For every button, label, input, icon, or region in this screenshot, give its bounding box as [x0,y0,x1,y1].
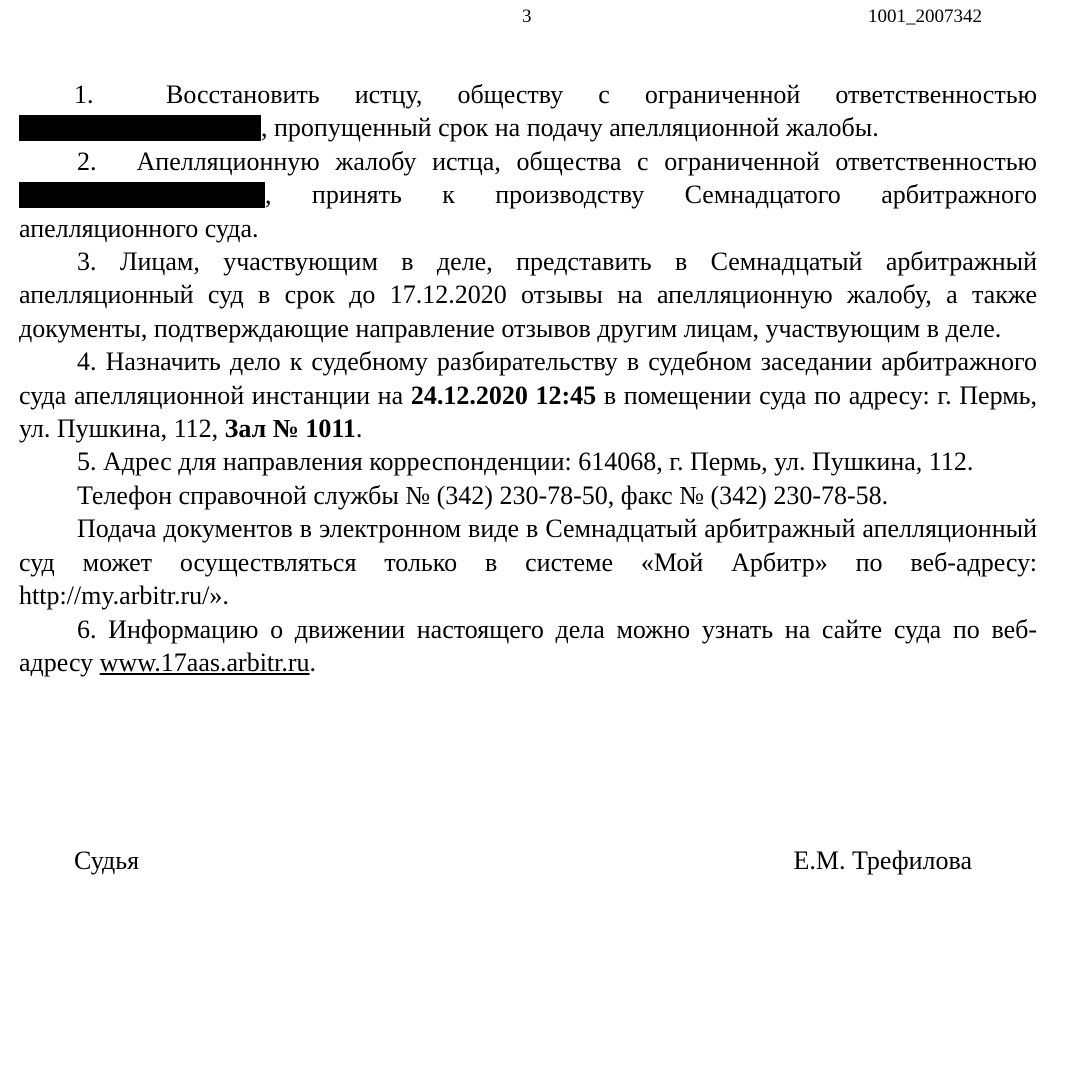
item-3: 3. Лицам, участвующим в деле, представить в Семнадцатый арбитражный апелляционный суд в срок до 17.12.2020 отзывы на апелляционную жалобу, а также документы, подтверждающие направление отзывов другим лицам, участвующим в деле. [19,247,1037,343]
judge-name: Е.М. Трефилова [793,846,972,875]
item-2-text-end: , принять к производству Семнадцатого арбитражного апелляционного суда. [19,180,1037,243]
item-4 [19,345,1037,445]
phone-info: Телефон справочной службы № (342) 230-78-50, факс № (342) 230-78-58. [77,480,889,510]
document-id: 1001_2007342 [868,6,982,27]
item-6 [19,613,1037,680]
hearing-hall: Зал № 1011 [224,414,356,444]
item-2 [19,145,1037,245]
efiling-info: Подача документов в электронном виде в Семнадцатый арбитражный апелляционный суд может осуществляться только в системе «Мой Арбитр» по веб-адресу: http://my.arbitr.ru/». [19,514,1037,611]
item-1-text-start: Восстановить истцу, обществу с ограниченной ответственностью [166,80,1037,109]
item-6-text: 6. Информацию о движении настоящего дела можно узнать на сайте суда по веб-адресу [19,614,1037,677]
page-number: 3 [522,6,532,27]
ruling-text [19,78,1037,679]
court-website-link[interactable]: www.17aas.arbitr.ru [99,647,310,677]
item-4-text-end: . [355,414,363,444]
judge-title: Судья [74,846,140,875]
item-2-number: 2. [77,146,97,176]
item-1-text-end: , пропущенный срок на подачу апелляционной жалобы. [261,113,879,143]
redaction-block [19,115,261,141]
item-2-text-start: Апелляционную жалобу истца, общества с ограниченной ответственностью [136,146,1037,176]
signature-block [74,846,972,876]
item-4-text-middle: в помещении суда по адресу: г. Пермь, ул. Пушкина, 112, [19,380,1038,444]
item-6-tail: . [309,647,317,677]
item-1-number: 1. [74,80,94,109]
hearing-datetime: 24.12.2020 12:45 [410,380,597,410]
item-1 [19,78,1037,145]
item-5: 5. Адрес для направления корреспонденции: 614068, г. Пермь, ул. Пушкина, 112. [77,447,974,477]
item-4-text-start: 4. Назначить дело к судебному разбирательству в судебном заседании арбитражного суда апелляционной инстанции на [19,347,1037,410]
redaction-block [19,182,265,208]
